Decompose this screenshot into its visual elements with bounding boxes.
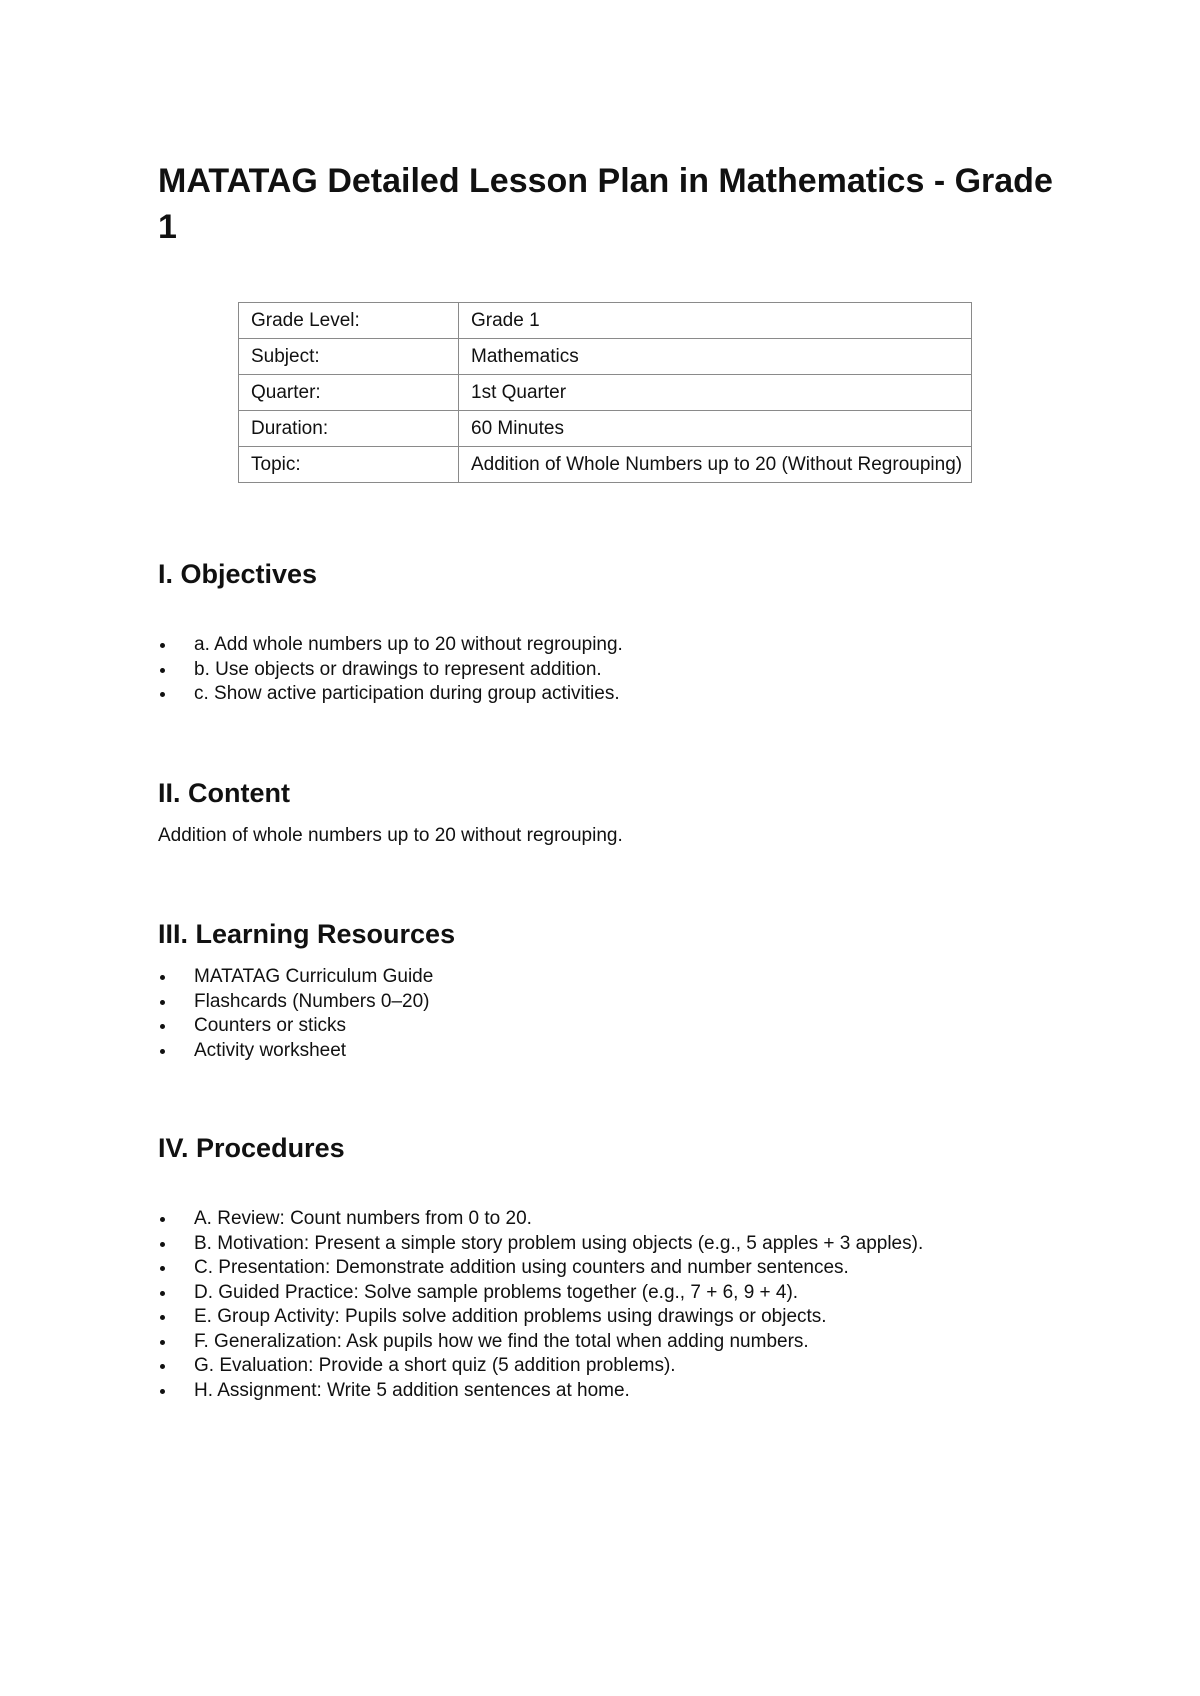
list-item-text: H. Assignment: Write 5 addition sentences at home.: [194, 1379, 630, 1401]
list-item: [158, 1256, 923, 1281]
list-item: [158, 1207, 923, 1232]
info-value: 1st Quarter: [459, 375, 972, 411]
list-item-text: B. Motivation: Present a simple story problem using objects (e.g., 5 apples + 3 apples).: [194, 1232, 924, 1254]
bullet-icon: [160, 668, 165, 673]
info-label: Grade Level:: [239, 303, 459, 339]
table-row: [239, 447, 972, 483]
bullet-icon: [160, 1291, 165, 1296]
list-item-text: Counters or sticks: [194, 1015, 347, 1036]
list-item: [158, 1014, 433, 1039]
list-item: [158, 1305, 923, 1330]
list-item-text: b. Use objects or drawings to represent addition.: [194, 658, 602, 680]
list-item-text: F. Generalization: Ask pupils how we find the total when adding numbers.: [194, 1330, 809, 1352]
content-heading: II. Content: [158, 778, 290, 808]
procedures-list: [158, 1207, 923, 1403]
bullet-icon: [160, 1266, 165, 1271]
list-item-text: Flashcards (Numbers 0–20): [194, 990, 430, 1012]
table-row: [239, 375, 972, 411]
info-value: Grade 1: [459, 303, 972, 339]
bullet-icon: [160, 1364, 165, 1369]
info-label: Subject:: [239, 339, 459, 375]
lesson-info-table: [238, 302, 972, 483]
document-title: MATATAG Detailed Lesson Plan in Mathematics - Grade 1: [158, 162, 1053, 246]
list-item: [158, 1281, 923, 1306]
list-item-text: A. Review: Count numbers from 0 to 20.: [194, 1208, 532, 1229]
list-item: [158, 633, 623, 658]
info-label: Duration:: [239, 411, 459, 447]
resources-list: [158, 965, 433, 1063]
list-item-text: MATATAG Curriculum Guide: [194, 966, 434, 987]
list-item-text: E. Group Activity: Pupils solve addition problems using drawings or objects.: [194, 1306, 827, 1327]
info-label: Topic:: [239, 447, 459, 483]
bullet-icon: [160, 643, 165, 648]
list-item: [158, 1039, 433, 1064]
table-row: [239, 339, 972, 375]
list-item-text: c. Show active participation during group activities.: [194, 683, 620, 704]
info-value: Addition of Whole Numbers up to 20 (Without Regrouping): [459, 447, 972, 483]
list-item-text: G. Evaluation: Provide a short quiz (5 addition problems).: [194, 1355, 676, 1376]
info-value: Mathematics: [459, 339, 972, 375]
list-item: [158, 965, 433, 990]
content-text: Addition of whole numbers up to 20 without regrouping.: [158, 825, 623, 846]
resources-heading: III. Learning Resources: [158, 919, 456, 949]
list-item: [158, 658, 623, 683]
bullet-icon: [160, 1315, 165, 1320]
list-item-text: a. Add whole numbers up to 20 without regrouping.: [194, 634, 623, 655]
list-item-text: Activity worksheet: [194, 1039, 347, 1061]
list-item: [158, 1379, 923, 1404]
objectives-heading: I. Objectives: [158, 559, 318, 589]
list-item: [158, 1330, 923, 1355]
list-item-text: D. Guided Practice: Solve sample problems together (e.g., 7 + 6, 9 + 4).: [194, 1281, 799, 1303]
list-item-text: C. Presentation: Demonstrate addition using counters and number sentences.: [194, 1257, 849, 1278]
objectives-list: [158, 633, 623, 707]
list-item: [158, 682, 623, 707]
bullet-icon: [160, 1049, 165, 1054]
info-label: Quarter:: [239, 375, 459, 411]
list-item: [158, 1354, 923, 1379]
list-item: [158, 990, 433, 1015]
bullet-icon: [160, 1217, 165, 1222]
table-row: [239, 411, 972, 447]
bullet-icon: [160, 975, 165, 980]
bullet-icon: [160, 1389, 165, 1394]
info-value: 60 Minutes: [459, 411, 972, 447]
list-item: [158, 1232, 923, 1257]
bullet-icon: [160, 1024, 165, 1029]
bullet-icon: [160, 1242, 165, 1247]
bullet-icon: [160, 1340, 165, 1345]
procedures-heading: IV. Procedures: [158, 1133, 345, 1163]
bullet-icon: [160, 1000, 165, 1005]
table-row: [239, 303, 972, 339]
bullet-icon: [160, 692, 165, 697]
